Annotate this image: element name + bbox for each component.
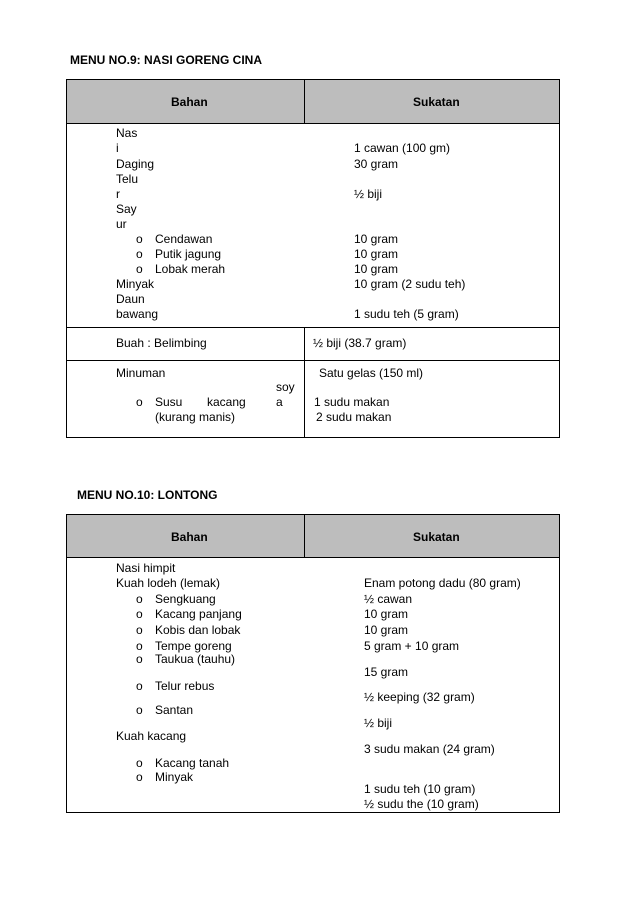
bahan-soy: soy bbox=[276, 380, 295, 394]
bullet-icon: o bbox=[136, 756, 143, 770]
bahan-soy-a: a bbox=[276, 395, 283, 409]
sukatan-tempe-goreng: 5 gram + 10 gram bbox=[364, 639, 460, 653]
bahan-susu: Susu bbox=[155, 395, 183, 409]
bahan-sayur: Say bbox=[116, 202, 137, 216]
menu10-table-header bbox=[66, 514, 560, 558]
bahan-kuah-kacang: Kuah kacang bbox=[116, 729, 187, 743]
bahan-cendawan: Cendawan bbox=[155, 232, 213, 246]
bahan-tempe-goreng: Tempe goreng bbox=[155, 639, 232, 653]
menu9-row-divider-1 bbox=[66, 327, 560, 328]
sukatan-susu: 1 sudu makan bbox=[314, 395, 390, 409]
menu9-table-header bbox=[66, 79, 560, 124]
bahan-kobis-lobak: Kobis dan lobak bbox=[155, 623, 241, 637]
menu10-header-sukatan: Sukatan bbox=[413, 530, 460, 544]
sukatan-kacang-panjang: 10 gram bbox=[364, 607, 409, 621]
bahan-nasi-himpit: Nasi himpit bbox=[116, 561, 176, 575]
sukatan-bawang: 1 sudu teh (5 gram) bbox=[354, 307, 459, 321]
menu10-header-bahan: Bahan bbox=[171, 530, 208, 544]
bullet-icon: o bbox=[136, 639, 143, 653]
bullet-icon: o bbox=[136, 607, 143, 621]
sukatan-taukua: 15 gram bbox=[364, 665, 409, 679]
sukatan-kuah-kacang: 3 sudu makan (24 gram) bbox=[364, 742, 495, 756]
menu9-header-sukatan: Sukatan bbox=[413, 95, 460, 109]
sukatan-buah: ½ biji (38.7 gram) bbox=[313, 336, 407, 350]
bahan-kuah-lodeh: Kuah lodeh (lemak) bbox=[116, 576, 221, 590]
bahan-bawang: bawang bbox=[116, 307, 159, 321]
sukatan-kurang-manis: 2 sudu makan bbox=[316, 410, 392, 424]
bullet-icon: o bbox=[136, 652, 143, 666]
menu10-header-divider bbox=[304, 514, 305, 558]
sukatan-kobis-lobak: 10 gram bbox=[364, 623, 409, 637]
bahan-minyak: Minyak bbox=[116, 277, 155, 291]
sukatan-putik-jagung: 10 gram bbox=[354, 247, 399, 261]
bahan-kacang-tanah: Kacang tanah bbox=[155, 756, 230, 770]
bullet-icon: o bbox=[136, 703, 143, 717]
bullet-icon: o bbox=[136, 262, 143, 276]
sukatan-lobak-merah: 10 gram bbox=[354, 262, 399, 276]
bahan-daun: Daun bbox=[116, 292, 145, 306]
sukatan-kacang-tanah: 1 sudu teh (10 gram) bbox=[364, 782, 476, 796]
bahan-telur-cont: r bbox=[116, 187, 120, 201]
bahan-sayur-cont: ur bbox=[116, 217, 127, 231]
bullet-icon: o bbox=[136, 247, 143, 261]
sukatan-daging: 30 gram bbox=[354, 157, 399, 171]
bullet-icon: o bbox=[136, 232, 143, 246]
bahan-kacang-panjang: Kacang panjang bbox=[155, 607, 242, 621]
bahan-daging: Daging bbox=[116, 157, 155, 171]
bullet-icon: o bbox=[136, 592, 143, 606]
bahan-kurang-manis: (kurang manis) bbox=[155, 410, 236, 424]
sukatan-cendawan: 10 gram bbox=[354, 232, 399, 246]
bahan-telur-rebus: Telur rebus bbox=[155, 679, 215, 693]
bahan-buah: Buah : Belimbing bbox=[116, 336, 207, 350]
bahan-taukua: Taukua (tauhu) bbox=[155, 652, 236, 666]
bahan-kacang: kacang bbox=[207, 395, 246, 409]
sukatan-nasi: 1 cawan (100 gm) bbox=[354, 141, 451, 155]
menu9-title: MENU NO.9: NASI GORENG CINA bbox=[70, 53, 263, 67]
bahan-minuman: Minuman bbox=[116, 366, 166, 380]
sukatan-kuah-lodeh: Enam potong dadu (80 gram) bbox=[364, 576, 521, 590]
bullet-icon: o bbox=[136, 770, 143, 784]
bahan-nasi-cont: i bbox=[116, 141, 119, 155]
bahan-lobak-merah: Lobak merah bbox=[155, 262, 226, 276]
sukatan-minuman: Satu gelas (150 ml) bbox=[319, 366, 424, 380]
bahan-sengkuang: Sengkuang bbox=[155, 592, 216, 606]
menu9-header-bahan: Bahan bbox=[171, 95, 208, 109]
menu9-header-divider bbox=[304, 79, 305, 124]
bahan-nasi: Nas bbox=[116, 126, 138, 140]
bullet-icon: o bbox=[136, 395, 143, 409]
bahan-putik-jagung: Putik jagung bbox=[155, 247, 222, 261]
sukatan-telur-rebus: ½ keeping (32 gram) bbox=[364, 690, 475, 704]
menu10-title: MENU NO.10: LONTONG bbox=[77, 488, 218, 502]
bahan-telur: Telu bbox=[116, 172, 139, 186]
sukatan-minyak-10: ½ sudu the (10 gram) bbox=[364, 797, 479, 811]
bahan-minyak-10: Minyak bbox=[155, 770, 194, 784]
menu9-row-divider-2 bbox=[66, 360, 560, 361]
bullet-icon: o bbox=[136, 623, 143, 637]
menu9-col-divider bbox=[304, 327, 305, 438]
sukatan-santan: ½ biji bbox=[364, 716, 393, 730]
sukatan-minyak: 10 gram (2 sudu teh) bbox=[354, 277, 466, 291]
bahan-santan: Santan bbox=[155, 703, 194, 717]
sukatan-sengkuang: ½ cawan bbox=[364, 592, 413, 606]
bullet-icon: o bbox=[136, 679, 143, 693]
sukatan-telur: ½ biji bbox=[354, 187, 383, 201]
